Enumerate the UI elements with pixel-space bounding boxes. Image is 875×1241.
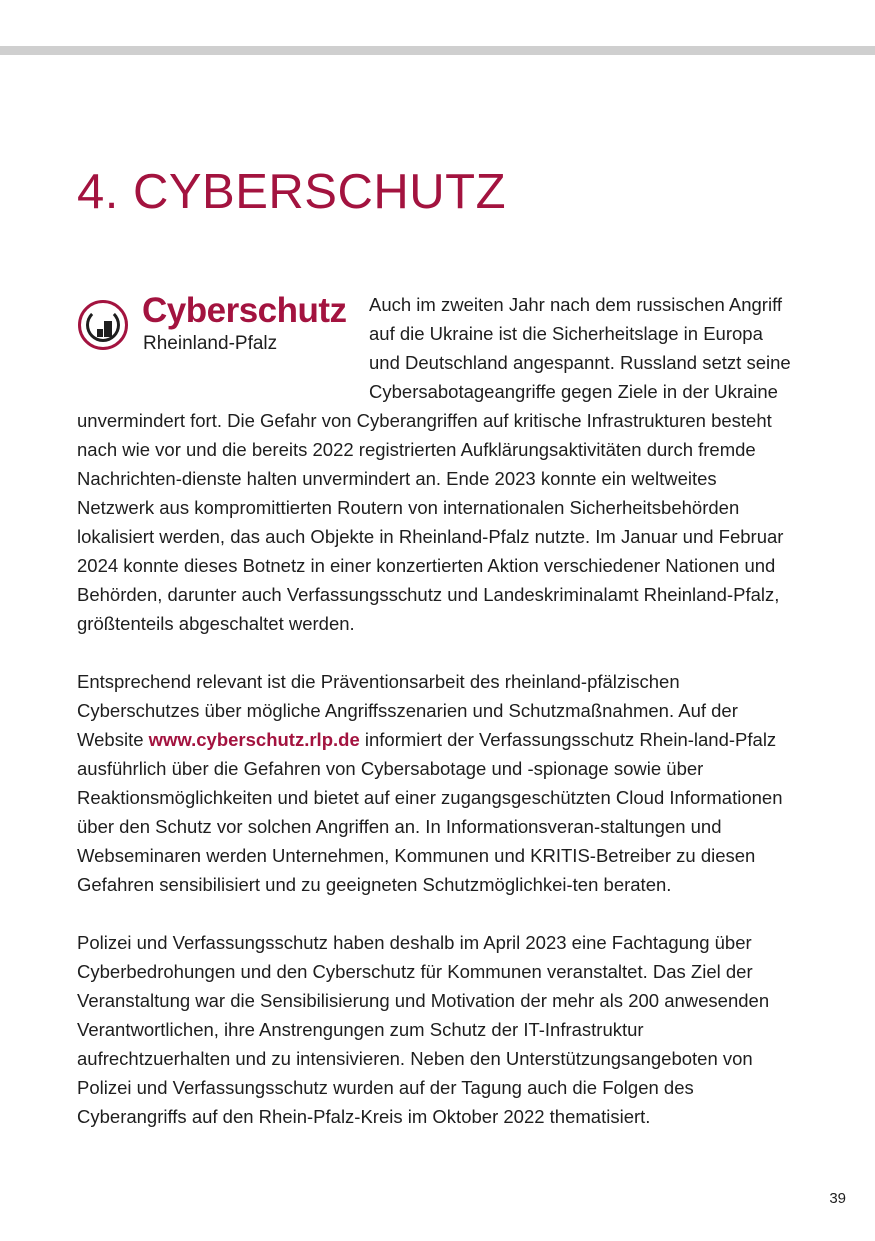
paragraph-prevention-text-after: informiert der Verfassungsschutz Rhein-land-Pfalz ausführlich über die Gefahren von Cybersabotage und -spionage sowie über Reaktionsmöglichkeiten und bietet auf einer zugangsgeschützten Cloud Informationen über den Schutz vor solchen Angriffen an. In Informationsveran-staltungen und Webseminaren werden Unternehmen, Kommunen und KRITIS-Betreiber zu diesen Gefahren sensibilisiert und zu geeigneten Schutzmöglichkei-ten beraten. [77, 729, 783, 895]
chapter-heading: 4. CYBERSCHUTZ [77, 165, 507, 219]
cyberschutz-logo-icon [78, 300, 128, 350]
logo-subtitle: Rheinland-Pfalz [143, 333, 278, 354]
paragraph-prevention [77, 667, 793, 899]
cyberschutz-logo [77, 290, 359, 378]
page-number: 39 [829, 1190, 846, 1207]
logo-name: Cyberschutz [142, 291, 347, 330]
paragraph-intro: Auch im zweiten Jahr nach dem russischen Angriff auf die Ukraine ist die Sicherheitslage in Europa und Deutschland angespannt. Russland setzt seine Cybersabotageangriffe gegen Ziele in der Ukraine unvermindert fort. Die Gefahr von Cyberangriffen auf kritische Infrastrukturen besteht nach wie vor und die bereits 2022 registrierten Aufklärungsaktivitäten durch fremde Nachrichten-dienste halten unvermindert an. Ende 2023 konnte ein weltweites Netzwerk aus kompromittierten Routern von internationalen Sicherheitsbehörden lokalisiert werden, das auch Objekte in Rheinland-Pfalz nutzte. Im Januar und Februar 2024 konnte dieses Botnetz in einer konzertierten Aktion verschiedener Nationen und Behörden, darunter auch Verfassungsschutz und Landeskriminalamt Rheinland-Pfalz, größtenteils abgeschaltet werden. [77, 294, 791, 634]
chapter-content [77, 290, 793, 1160]
top-divider [0, 46, 875, 55]
website-link[interactable]: www.cyberschutz.rlp.de [148, 729, 360, 750]
paragraph-conference: Polizei und Verfassungsschutz haben deshalb im April 2023 eine Fachtagung über Cyberbedrohungen und den Cyberschutz für Kommunen veranstaltet. Das Ziel der Veranstaltung war die Sensibilisierung und Motivation der mehr als 200 anwesenden Verantwortlichen, ihre Anstrengungen zum Schutz der IT-Infrastruktur aufrechtzuerhalten und zu intensivieren. Neben den Unterstützungsangeboten von Polizei und Verfassungsschutz wurden auf der Tagung auch die Folgen des Cyberangriffs auf den Rhein-Pfalz-Kreis im Oktober 2022 thematisiert. [77, 932, 770, 1127]
paragraph-prevention-text-before: Entsprechend relevant ist die Präventionsarbeit des rheinland-pfälzischen Cyberschutzes über mögliche Angriffsszenarien und Schutzmaßnahmen. Auf der Website [77, 671, 738, 750]
